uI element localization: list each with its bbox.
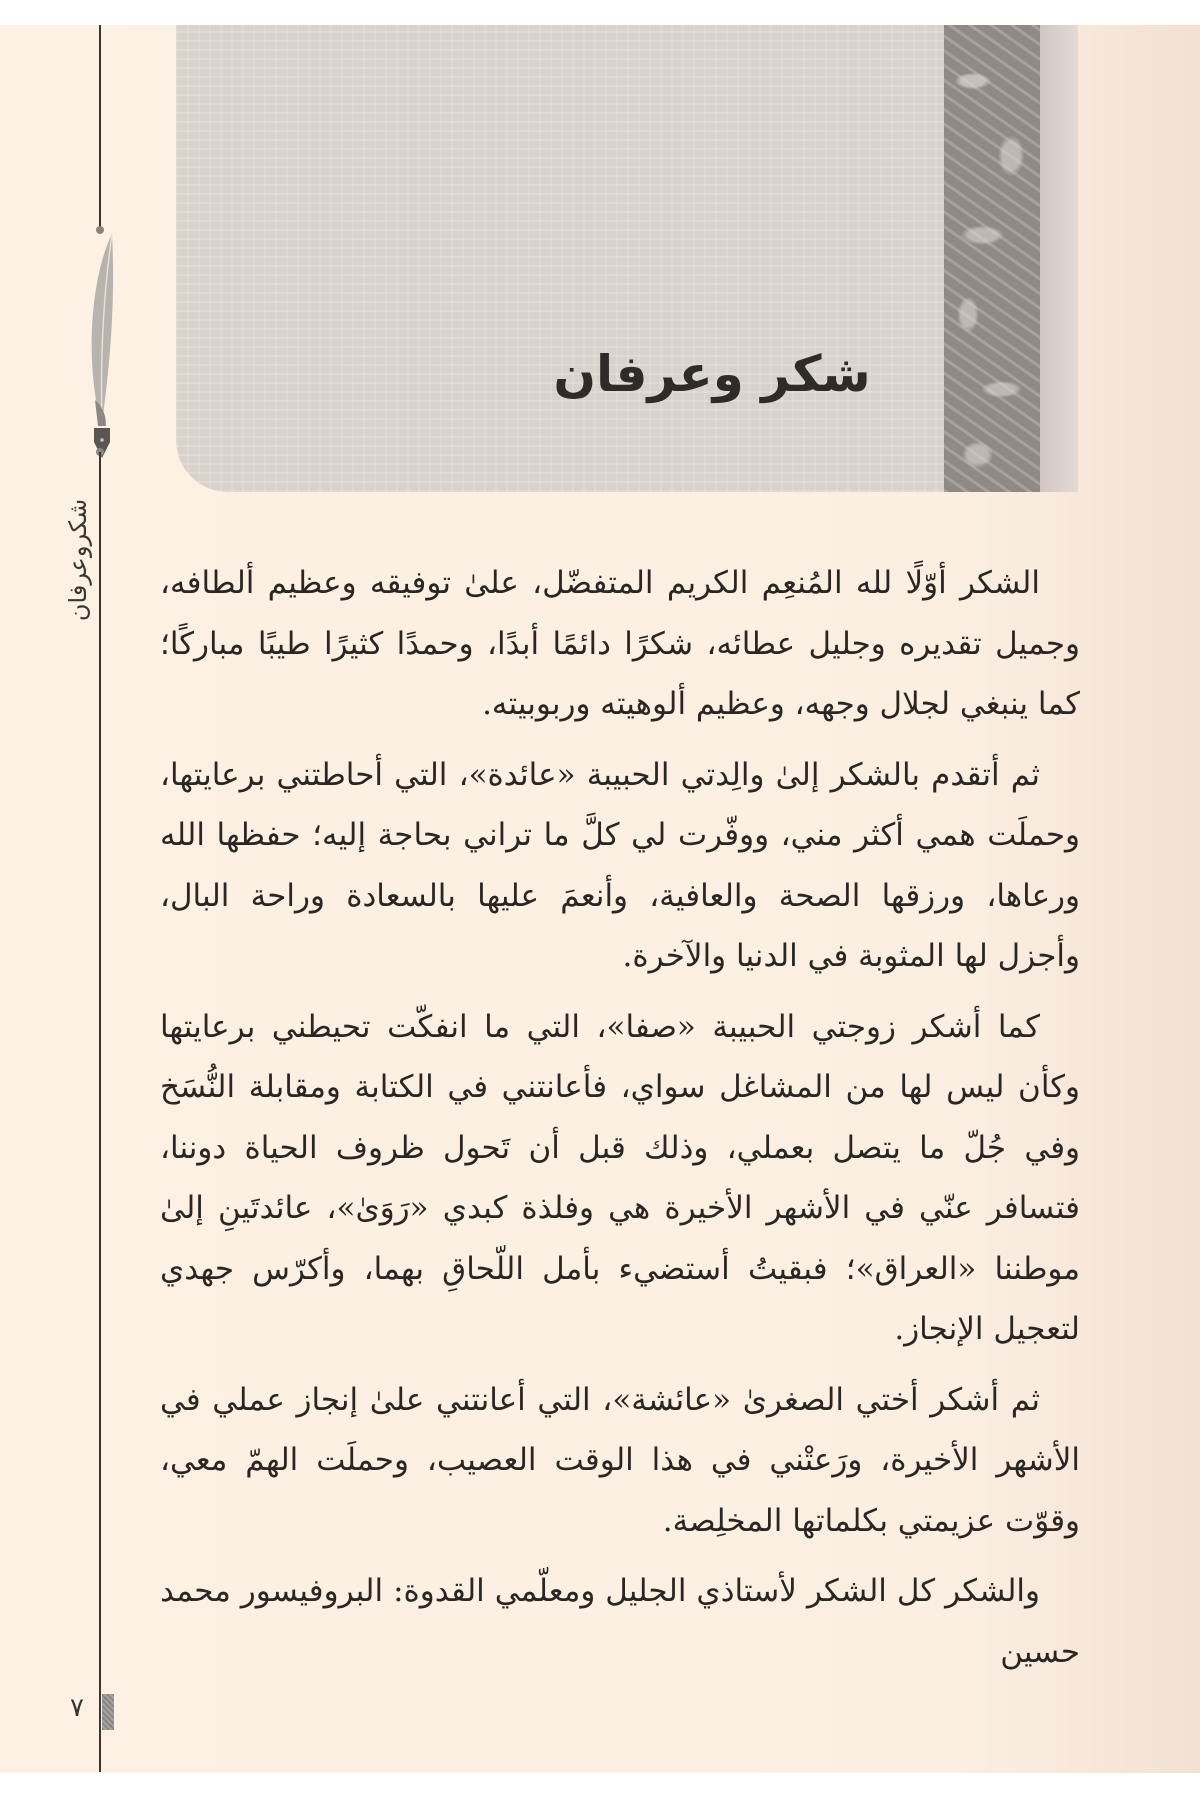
spine-line-bottom — [99, 452, 101, 1772]
calligraphy-ornament-strip — [944, 25, 1040, 492]
spine-line-top — [99, 25, 101, 230]
running-head: شكروعرفان — [64, 498, 92, 622]
paragraph-1: الشكر أوّلًا لله المُنعِم الكريم المتفضّل، علىٰ توفيقه وعظيم ألطافه، وجميل تقديره وجليل عطائه، شكرًا دائمًا أبدًا، وحمدًا كثيرًا طيبًا مباركًا؛ كما ينبغي لجلال وجهه، وعظيم ألوهيته وربوبيته. — [160, 565, 1080, 722]
paragraph-4: ثم أشكر أختي الصغرىٰ «عائشة»، التي أعانتني علىٰ إنجاز عملي في الأشهر الأخيرة، ورَعتْني في هذا الوقت العصيب، وحملَت الهمّ معي، وقوّت عزيمتي بكلماتها المخلِصة. — [160, 1381, 1080, 1539]
chapter-title-wrap — [176, 345, 1078, 403]
paragraph-3: كما أشكر زوجتي الحبيبة «صفا»، التي ما انفكّت تحيطني برعايتها وكأن ليس لها من المشاغل سواي، فأعانتني في الكتابة ومقابلة النُّسَخ وفي جُلّ ما يتصل بعملي، وذلك قبل أن تَحول ظروف الحياة دوننا، فتسافر عنّي في الأشهر الأخيرة هي وفلذة كبدي «رَوَىٰ»، عائدتَينِ إلىٰ موطننا «العراق»؛ فبقيتُ أستضيء بأمل اللّحاقِ بهما، وأكرّس جهدي لتعجيل الإنجاز. — [160, 1008, 1080, 1347]
page-number: ٧ — [70, 1693, 84, 1723]
page-tab-marker — [102, 1694, 114, 1730]
chapter-title: شكر وعرفان — [553, 345, 871, 403]
body-text — [160, 553, 1080, 1692]
paragraph-2: ثم أتقدم بالشكر إلىٰ والِدتي الحبيبة «عائدة»، التي أحاطتني برعايتها، وحملَت همي أكثر مني، ووفّرت لي كلَّ ما تراني بحاجة إليه؛ حفظها الله ورعاها، ورزقها الصحة والعافية، وأنعمَ عليها بالسعادة وراحة البال، وأجزل لها المثوبة في الدنيا والآخرة. — [160, 756, 1080, 974]
paragraph-5: والشكر كل الشكر لأستاذي الجليل ومعلّمي القدوة: البروفيسور محمد حسين — [160, 1573, 1080, 1670]
fountain-pen-quill-icon — [82, 230, 122, 460]
book-page — [0, 25, 1200, 1773]
ornament-fade-edge — [1040, 25, 1078, 492]
chapter-header-panel — [176, 25, 1078, 492]
